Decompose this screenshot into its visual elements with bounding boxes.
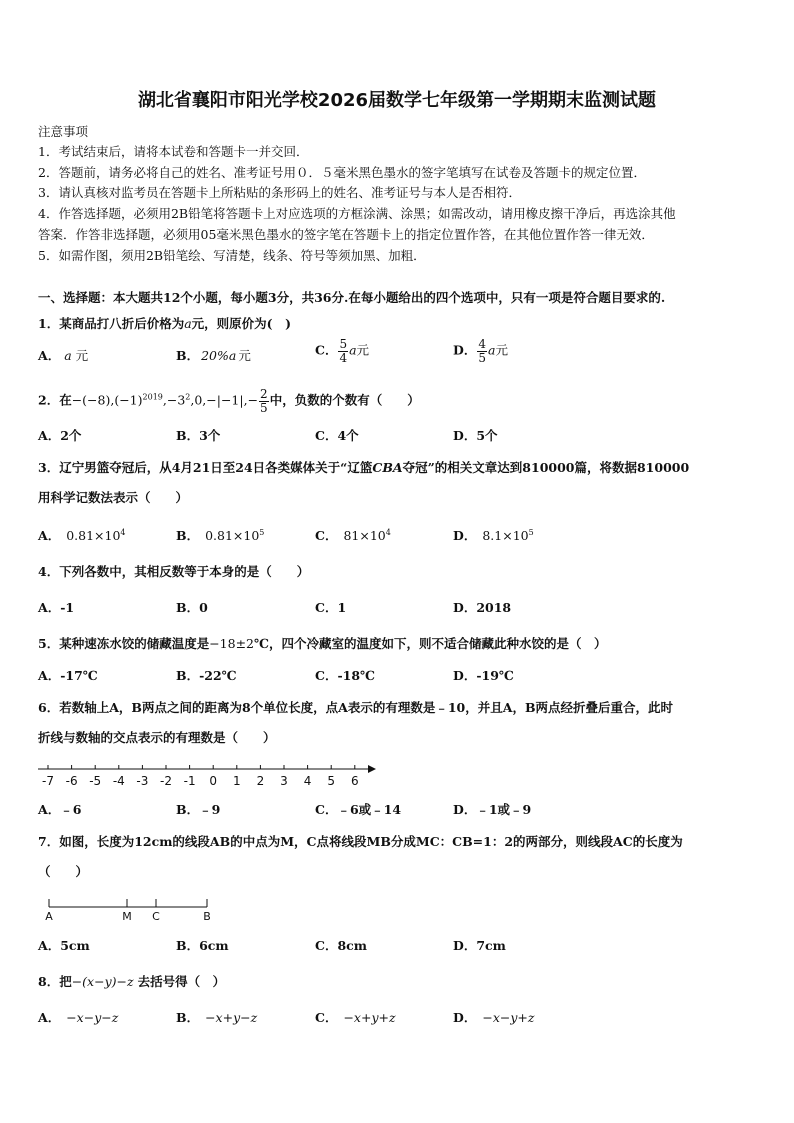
number-line (34, 760, 379, 792)
q8-option-b[interactable] (176, 1008, 257, 1026)
q5-stem-a: 5．某种速冻水饺的储藏温度是 (38, 636, 210, 651)
q5-stem-b: ℃，四个冷藏室的温度如下，则不适合储藏此种水饺的是（ ） (254, 636, 607, 651)
q1-a-unit: 元 (75, 348, 89, 363)
axis-tick-label: 5 (327, 774, 336, 788)
axis-tick-label: -3 (136, 774, 149, 788)
q1-var: a (184, 316, 192, 331)
q2-option-b[interactable]: B．3个 (176, 428, 221, 443)
q1-stem-b: 元，则原价为( ) (191, 316, 291, 331)
option-label: D． (453, 1010, 477, 1025)
axis-tick-label: 3 (280, 774, 288, 788)
q6-option-b[interactable]: B．﹣9 (176, 802, 221, 817)
question-6-line-2: 折线与数轴的交点表示的有理数是（ ） (38, 730, 276, 745)
q4-option-d[interactable]: D．2018 (453, 600, 512, 615)
q2-stem-a: 2．在 (38, 392, 72, 408)
axis-tick-label: 2 (256, 774, 265, 788)
notice-item: 3．请认真核对监考员在答题卡上所粘贴的条形码上的姓名、准考证号与本人是否相符． (38, 185, 521, 200)
option-label: C． (315, 342, 338, 358)
option-label: C． (315, 528, 338, 543)
axis-tick-label: 4 (303, 774, 312, 788)
q3-d-value: 8.1×10 (482, 528, 529, 543)
question-1 (38, 314, 291, 332)
axis-tick-label: -5 (89, 774, 102, 788)
fraction-denominator: 5 (260, 400, 268, 415)
question-8 (38, 972, 225, 990)
q4-option-a[interactable]: A．-1 (38, 600, 75, 615)
section-heading: 一、选择题：本大题共12个小题，每小题3分，共36分.在每小题给出的四个选项中，只有一项是符合题目要求的. (38, 290, 666, 305)
axis-ticks (42, 765, 359, 788)
q3-stem: 3．辽宁男篮夺冠后，从4月21日至24日各类媒体关于“辽篮 (38, 460, 373, 475)
fraction-numerator: 2 (260, 387, 268, 401)
q8-b-value: −x+y−z (205, 1010, 258, 1025)
q2-exponent: 2019 (142, 392, 163, 402)
option-label: A． (38, 1010, 61, 1025)
q1-b-unit: 元 (238, 348, 251, 363)
q2-expr: −(−8),(−1) (71, 392, 143, 408)
page-title: 湖北省襄阳市阳光学校2026届数学七年级第一学期期末监测试题 (137, 90, 657, 111)
q8-stem-b: 去括号得（ ） (137, 974, 226, 989)
question-3-line-2: 用科学记数法表示（ ） (38, 490, 189, 505)
q1-c-unit: 元 (356, 342, 370, 358)
q1-option-d[interactable] (453, 338, 508, 364)
question-6-line-1: 6．若数轴上A，B两点之间的距离为8个单位长度，点A表示的有理数是﹣10，并且A，B两点经折叠后重合，此时 (38, 700, 674, 715)
notice-item: 1．考试结束后，请将本试卷和答题卡一并交回． (38, 144, 309, 159)
q1-option-c[interactable] (315, 338, 369, 364)
axis-tick-label: -2 (160, 774, 172, 788)
axis-tick-label: -4 (112, 774, 125, 788)
notice-heading: 注意事项 (38, 124, 89, 139)
q3-option-b[interactable] (176, 526, 264, 544)
q1-a-value: a (64, 348, 72, 363)
notice-item: 2．答题前，请务必将自己的姓名、准考证号用０．５毫米黑色墨水的签字笔填写在试卷及答题卡的规定位置． (38, 165, 646, 180)
q2-option-d[interactable]: D．5个 (453, 428, 498, 443)
q8-option-a[interactable] (38, 1008, 118, 1026)
segment-points (45, 899, 211, 923)
q7-option-d[interactable]: D．7cm (453, 938, 506, 953)
q3-b-exp: 5 (259, 527, 265, 537)
q1-stem-a: 1．某商品打八折后价格为 (38, 316, 185, 331)
axis-arrow (368, 765, 376, 773)
q1-option-b[interactable] (176, 346, 251, 364)
q7-option-c[interactable]: C．8cm (315, 938, 367, 953)
q1-d-var: a (487, 342, 496, 358)
q4-option-c[interactable]: C．1 (315, 600, 347, 615)
q7-option-b[interactable]: B．6cm (176, 938, 229, 953)
q1-b-value: 20%a (201, 348, 237, 363)
segment-point-label: M (122, 910, 132, 923)
fraction-numerator: 4 (478, 337, 486, 351)
q8-d-value: −x−y+z (482, 1010, 535, 1025)
axis-tick-label: 0 (209, 774, 218, 788)
fraction-numerator: 5 (339, 337, 348, 351)
q5-option-a[interactable]: A．-17℃ (38, 668, 98, 683)
option-label: D． (453, 528, 477, 543)
segment-point-label: A (45, 910, 53, 923)
q8-option-c[interactable] (315, 1008, 396, 1026)
q1-option-a[interactable] (38, 346, 88, 364)
q2-option-c[interactable]: C．4个 (315, 428, 359, 443)
q6-option-a[interactable]: A．﹣6 (38, 802, 82, 817)
q3-option-c[interactable] (315, 526, 391, 544)
q8-a-value: −x−y−z (66, 1010, 119, 1025)
notice-item: 4．作答选择题，必须用2B铅笔将答题卡上对应选项的方框涂满、涂黑；如需改动，请用橡皮擦干净后，再选涂其他 (38, 206, 676, 221)
option-label: C． (315, 1010, 338, 1025)
segment-diagram (40, 892, 220, 926)
q2-stem-b: 中，负数的个数有（ ） (269, 392, 420, 408)
q5-option-c[interactable]: C．-18℃ (315, 668, 376, 683)
q3-a-value: 0.81×10 (66, 528, 121, 543)
option-label: B． (176, 528, 200, 543)
option-label: A． (38, 348, 61, 363)
question-2 (38, 388, 420, 414)
axis-tick-label: -7 (42, 774, 54, 788)
notice-item: 5．如需作图，须用2B铅笔绘、写清楚，线条、符号等须加黑、加粗． (38, 248, 426, 263)
q1-c-var: a (349, 342, 357, 358)
q3-cba: CBA (372, 460, 403, 475)
q4-option-b[interactable]: B．0 (176, 600, 208, 615)
q7-option-a[interactable]: A．5cm (38, 938, 90, 953)
q2-expr: ,−3 (162, 392, 186, 408)
q6-option-d[interactable]: D．﹣1或﹣9 (453, 802, 532, 817)
q2-expr: ,0,−|−1|,− (190, 392, 259, 408)
fraction-denominator: 4 (339, 350, 348, 365)
question-7-line-2: （ ） (38, 864, 89, 879)
q8-c-value: −x+y+z (343, 1010, 396, 1025)
option-label: B． (176, 1010, 200, 1025)
question-7-line-1: 7．如图，长度为12cm的线段AB的中点为M，C点将线段MB分成MC：CB=1：2的两部分，则线段AC的长度为 (38, 834, 683, 849)
segment-point-label: B (203, 910, 211, 923)
question-3-line-1 (38, 458, 689, 476)
segment-point-label: C (152, 910, 160, 923)
q1-d-unit: 元 (495, 342, 508, 358)
question-5 (38, 634, 607, 652)
q3-c-value: 81×10 (343, 528, 386, 543)
q3-option-d[interactable] (453, 526, 534, 544)
notice-item: 答案．作答非选择题，必须用05毫米黑色墨水的签字笔在答题卡上的指定位置作答，在其他位置作答一律无效． (38, 227, 654, 242)
q3-stem: 夺冠”的相关文章达到810000篇，将数据810000 (402, 460, 690, 475)
q3-a-exp: 4 (120, 527, 126, 537)
option-label: D． (453, 342, 477, 358)
q6-option-c[interactable]: C．﹣6或﹣14 (315, 802, 402, 817)
option-label: A． (38, 528, 61, 543)
q5-temp: −18±2 (209, 636, 255, 651)
axis-tick-label: -1 (183, 774, 196, 788)
q3-d-exp: 5 (528, 527, 534, 537)
q2-option-a[interactable]: A．2个 (38, 428, 82, 443)
q3-option-a[interactable] (38, 526, 126, 544)
option-label: B． (176, 348, 200, 363)
q5-option-b[interactable]: B．-22℃ (176, 668, 237, 683)
q1-c-fraction (338, 338, 348, 364)
q5-option-d[interactable]: D．-19℃ (453, 668, 514, 683)
fraction-denominator: 5 (478, 350, 486, 365)
q8-option-d[interactable] (453, 1008, 534, 1026)
q3-b-value: 0.81×10 (205, 528, 260, 543)
q8-expr: −(x−y)−z (71, 974, 134, 989)
q8-stem-a: 8．把 (38, 974, 72, 989)
question-4: 4．下列各数中，其相反数等于本身的是（ ） (38, 564, 310, 579)
q3-c-exp: 4 (385, 527, 391, 537)
q2-fraction (259, 388, 269, 414)
q2-exponent: 2 (185, 392, 191, 402)
axis-tick-label: 6 (350, 774, 359, 788)
axis-tick-label: 1 (232, 774, 241, 788)
axis-tick-label: -6 (65, 774, 78, 788)
q1-d-fraction (477, 338, 487, 364)
